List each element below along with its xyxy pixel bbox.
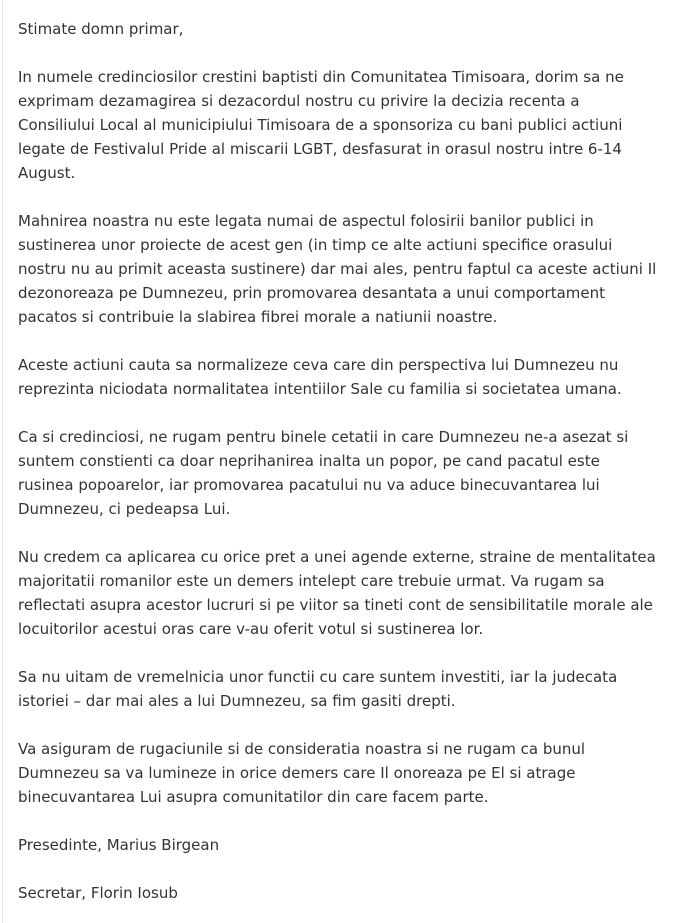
letter-paragraph: Mahnirea noastra nu este legata numai de aspectul folosirii banilor publici in sustinerea unor proiecte de acest gen (in timp ce alte actiuni specifice orasului nostru nu au primit aceasta sustinere) dar mai ales, pentru faptul ca aceste actiuni Il dezonoreaza pe Dumnezeu, prin promovarea desantata a unui comportament pacatos si contribuie la slabirea fibrei morale a natiunii noastre.	[18, 212, 657, 326]
signature-president: Presedinte, Marius Birgean	[18, 836, 220, 854]
letter-document	[2, 0, 680, 923]
letter-paragraph: Sa nu uitam de vremelnicia unor functii cu care suntem investiti, iar la judecata istoriei – dar mai ales a lui Dumnezeu, sa fim gasiti drepti.	[18, 668, 618, 710]
letter-paragraph: Ca si credinciosi, ne rugam pentru binele cetatii in care Dumnezeu ne-a asezat si suntem constienti ca doar neprihanirea inalta un popor, pe cand pacatul este rusinea popoarelor, iar promovarea pacatului nu va aduce binecuvantarea lui Dumnezeu, ci pedeapsa Lui.	[18, 428, 629, 518]
letter-paragraph: Aceste actiuni cauta sa normalizeze ceva care din perspectiva lui Dumnezeu nu reprezinta niciodata normalitatea intentiilor Sale cu familia si societatea umana.	[18, 356, 622, 398]
salutation: Stimate domn primar,	[18, 20, 184, 38]
letter-paragraph: Va asiguram de rugaciunile si de consideratia noastra si ne rugam ca bunul Dumnezeu sa va lumineze in orice demers care Il onoreaza pe El si atrage binecuvantarea Lui asupra comunitatilor din care facem parte.	[18, 740, 586, 806]
letter-paragraph: Nu credem ca aplicarea cu orice pret a unei agende externe, straine de mentalitatea majoritatii romanilor este un demers intelept care trebuie urmat. Va rugam sa reflectati asupra acestor lucruri si pe viitor sa tineti cont de sensibilitatile morale ale locuitorilor acestui oras care v-au oferit votul si sustinerea lor.	[18, 548, 656, 638]
signature-secretary: Secretar, Florin Iosub	[18, 884, 178, 902]
letter-paragraph: In numele credinciosilor crestini baptisti din Comunitatea Timisoara, dorim sa ne exprimam dezamagirea si dezacordul nostru cu privire la decizia recenta a Consiliului Local al municipiului Timisoara de a sponsoriza cu bani publici actiuni legate de Festivalul Pride al miscarii LGBT, desfasurat in orasul nostru intre 6-14 August.	[18, 68, 624, 182]
